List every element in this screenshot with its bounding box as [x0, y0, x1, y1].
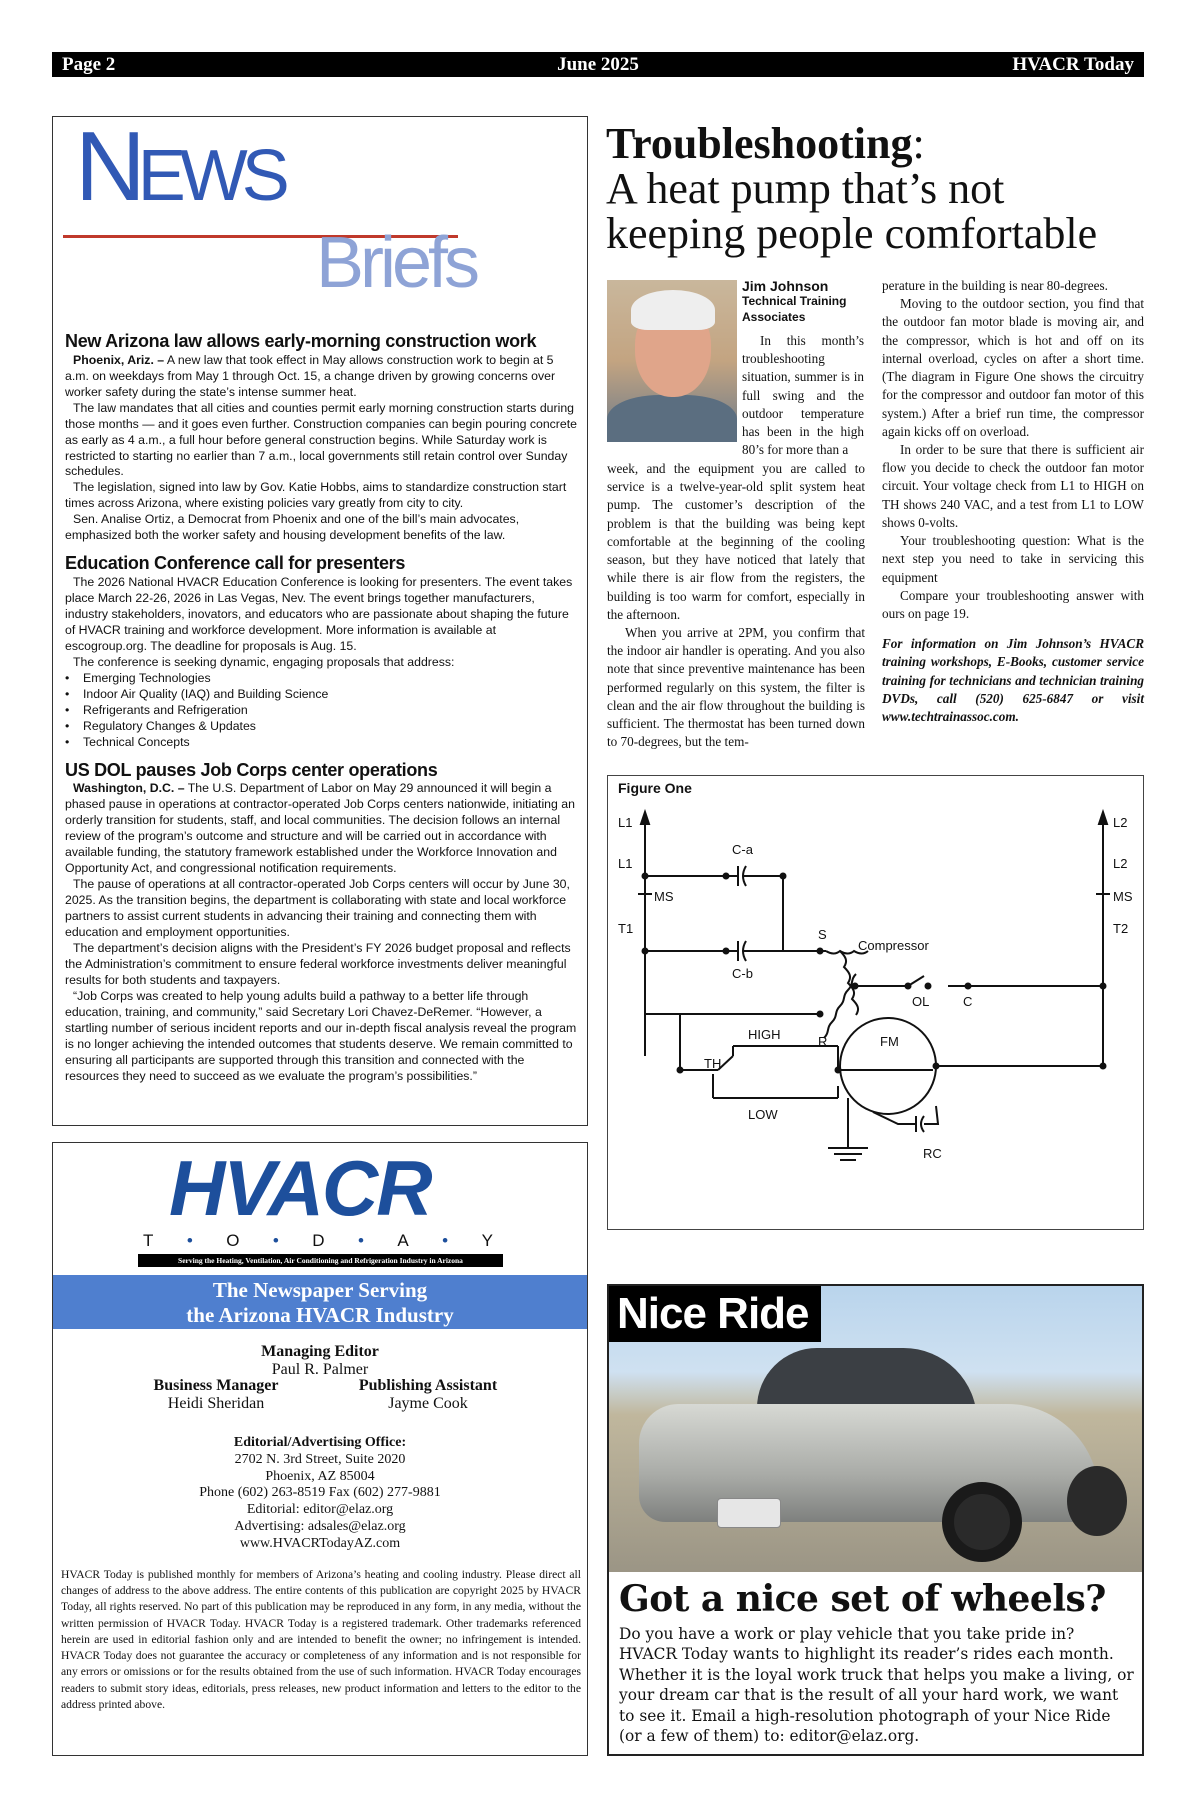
article-column [607, 460, 865, 752]
figure-one [607, 775, 1144, 1230]
article-paragraph: When you arrive at 2PM, you confirm that the indoor air handler is operating. And you also note that since preventive maintenance has been performed regularly on this system, the filter is clean and the air flow throughout the building is sufficient. The thermostat has been turned down to 70-degrees, but the tem- [607, 624, 865, 750]
article-paragraph: Sen. Analise Ortiz, a Democrat from Phoenix and one of the bill’s main advocates, emphasized both the worker safety and housing development benefits of the law. [65, 512, 520, 543]
publication-name: HVACR Today [1012, 53, 1134, 75]
article-paragraph: The pause of operations at all contractor-operated Job Corps centers will occur by June 30, 2025. As the transition begins, the department is collaborating with state and local workforce partners to assist current students in advancing their training and connecting them with education and employment opportunities. [65, 877, 570, 940]
label-l1: L1 [618, 856, 633, 871]
list-item: • Technical Concepts [65, 735, 577, 751]
article-subtitle-line: keeping people comfortable [606, 209, 1098, 259]
label-ca: C-a [732, 842, 753, 857]
label-th: TH [704, 1056, 722, 1071]
author-contact-info: For information on Jim Johnson’s HVACR training workshops, E-Books, customer service training for technicians and technician training DVDs, call (520) 625-6847 or visit www.techtrainassoc.com. [882, 636, 1144, 725]
list-item: • Emerging Technologies [65, 671, 577, 687]
briefs-logo-word: Briefs [316, 223, 477, 303]
today-wordmark: T • O • D • A • Y [143, 1231, 493, 1250]
article-paragraph: The law mandates that all cities and counties permit early morning construction starts during those months — and it goes even further. Construction companies can begin pouring concrete as early as 4 a.m., a full hour before general construction begins. While Saturday work is restricted to starting no earlier than 7 a.m., local governments still retain control over Sunday schedules. [65, 400, 577, 479]
label-l2-top: L2 [1113, 815, 1128, 830]
article-headline: Education Conference call for presenters [65, 553, 406, 574]
label-l1-top: L1 [618, 815, 633, 830]
nice-ride-title: Nice Ride [609, 1286, 821, 1342]
label-ol: OL [912, 994, 930, 1009]
article-paragraph: In this month’s troubleshooting situation, summer is in full swing and the outdoor temperature has been in the high 80’s for more than a [742, 333, 864, 458]
author-name: Jim Johnson [742, 278, 829, 294]
label-fm: FM [880, 1034, 899, 1049]
article-paragraph: Compare your troubleshooting answer with ours on page 19. [882, 587, 1144, 621]
nice-ride-text: Do you have a work or play vehicle that you take pride in? HVACR Today wants to highlight its reader’s rides each month. Whether it is the loyal work truck that helps you make a living, or your dream car that is the result of all your hard work, we want to see it. Email a high-resolution photograph of your Nice Ride (or a few of them) to: editor@elaz.org. [619, 1625, 1134, 1746]
article-paragraph: “Job Corps was created to help young adults build a pathway to a better life through education, training, and community,” said Secretary Lori Chavez-DeRemer. “However, a startling number of serious incident reports and our in-depth fiscal analysis reveal the program is no longer achieving the intended outcomes that students deserve. We remain committed to ensuring all participants are supported through this transition and connected with the resources they need to succeed as we evaluate the program’s possibilities.” [65, 989, 577, 1084]
label-ms-right: MS [1113, 889, 1133, 904]
publishing-assistant: Publishing Assistant Jayme Cook [358, 1377, 498, 1412]
article-column [882, 277, 1144, 726]
article-headline: US DOL pauses Job Corps center operations [65, 759, 438, 780]
list-item: • Refrigerants and Refrigeration [65, 703, 577, 719]
topic-list [65, 671, 577, 751]
label-l2: L2 [1113, 856, 1128, 871]
article-paragraph: Phoenix, Ariz. – A new law that took effect in May allows construction work to begin at 5 a.m. on weekdays from May 1 through Oct. 15, a change driven by growing concerns over worker safety during the state’s intense summer heat. [65, 352, 556, 399]
news-briefs-articles [65, 331, 577, 1085]
news-logo-word: NEWS [75, 116, 284, 221]
masthead-banner: The Newspaper Serving the Arizona HVACR Industry [53, 1275, 587, 1329]
label-r: R [818, 1034, 828, 1049]
label-high: HIGH [748, 1027, 781, 1042]
article-paragraph: Washington, D.C. – The U.S. Department of Labor on May 29 announced it will begin a phased pause in operations at contractor-operated Job Corps centers nationwide, initiating an orderly transition for students, staff, and local communities. The decision follows an internal review of the program’s outcome and structure and will be carried out in accordance with available funding, the statutory framework established under the Workforce Innovation and Opportunity Act, and congressional notification requirements. [65, 781, 575, 876]
page-header-bar [52, 52, 1144, 77]
wiring-diagram [608, 776, 1145, 1231]
article-paragraph: The conference is seeking dynamic, engaging proposals that address: [73, 654, 455, 669]
label-ms-left: MS [654, 889, 674, 904]
page-number: Page 2 [62, 53, 116, 75]
nice-ride-headline: Got a nice set of wheels? [619, 1578, 1106, 1620]
label-compressor: Compressor [858, 938, 929, 953]
author-byline [742, 278, 877, 325]
article-headline: New Arizona law allows early-morning construction work [65, 331, 537, 351]
article-paragraph: The department’s decision aligns with the President’s FY 2026 budget proposal and reflects the Administration’s commitment to ensure federal workforce investments deliver meaningful results for both students and taxpayers. [65, 941, 571, 988]
label-low: LOW [748, 1107, 778, 1122]
masthead-tagline: Serving the Heating, Ventilation, Air Conditioning and Refrigeration Industry in Arizona [138, 1254, 503, 1267]
article-paragraph: week, and the equipment you are called to service is a twelve-year-old split system heat pump. The customer’s description of the problem is that the building was being kept comfortable at the beginning of the cooling season, but they have noticed that lately that while there is air flow from the registers, the building is too warm for comfort, especially in the afternoon. [607, 461, 865, 622]
label-cb: C-b [732, 966, 753, 981]
article-paragraph: The 2026 National HVACR Education Conference is looking for presenters. The event takes place March 22-26, 2026 in Las Vegas, Nev. The event brings together manufacturers, industry stakeholders, inovators, and educators who are passionate about shaping the future of HVACR training and workforce development. More information is available at escogroup.org. The deadline for proposals is Aug. 15. [65, 575, 573, 653]
author-photo [607, 280, 737, 442]
label-t1: T1 [618, 921, 634, 936]
label-c: C [963, 994, 973, 1009]
author-organization: Technical Training Associates [742, 294, 847, 324]
label-s: S [818, 927, 827, 942]
article-paragraph: The legislation, signed into law by Gov. Katie Hobbs, aims to standardize construction start times across Arizona, where existing policies vary greatly from city to city. [65, 480, 567, 511]
figure-title: Figure One [618, 780, 692, 796]
article-paragraph: perature in the building is near 80-degrees. [882, 278, 1108, 293]
article-subtitle-line: A heat pump that’s not [606, 164, 1005, 213]
article-column [742, 332, 864, 460]
business-manager: Business Manager Heidi Sheridan [153, 1377, 279, 1412]
legal-notice: HVACR Today is published monthly for members of Arizona’s heating and cooling industry. Please direct all changes of address to the above address. The entire contents of this publication are copyright 2025 by HVACR Today, all rights reserved. No part of this publication may be reproduced in any form, in any media, without the written permission of HVACR Today. HVACR Today is a registered trademark. Other trademarks referenced herein are used in editorial fashion only and are intended to benefit the owner; no infringement is intended. HVACR Today does not guarantee the accuracy or completeness of any information and is not responsible for any errors or omissions or for the results obtained from the use of such information. HVACR Today encourages readers to submit story ideas, editorials, press releases, new product information and letters to the editor to the address printed above. [61, 1568, 581, 1711]
issue-date: June 2025 [557, 53, 639, 75]
article-paragraph: Moving to the outdoor section, you find that the outdoor fan motor blade is moving air, and the compressor, which is hot and off on its internal overload, cycles on after a short time. (The diagram in Figure One shows the circuitry for the compressor and outdoor fan motor of this system.) After a brief run time, the compressor again kicks off on overload. [882, 296, 1144, 439]
article-paragraph: In order to be sure that there is sufficient air flow you decide to check the outdoor fan motor circuit. Your voltage check from L1 to HIGH on TH shows 240 VAC, and a test from L1 to LOW shows 0-volts. [882, 441, 1144, 530]
car-photo [609, 1286, 1142, 1572]
article-title: Troubleshooting: [606, 119, 925, 168]
label-rc: RC [923, 1146, 942, 1161]
label-t2: T2 [1113, 921, 1129, 936]
article-paragraph: Your troubleshooting question: What is the next step you need to take in servicing this equipment [882, 533, 1144, 585]
list-item: • Regulatory Changes & Updates [65, 719, 577, 735]
troubleshooting-title [606, 119, 1146, 259]
nice-ride-feature [607, 1284, 1144, 1756]
news-briefs-logo [53, 117, 587, 317]
list-item: • Indoor Air Quality (IAQ) and Building Science [65, 687, 577, 703]
news-briefs-section [52, 116, 588, 1126]
office-info: Editorial/Advertising Office: 2702 N. 3rd Street, Suite 2020 Phoenix, AZ 85004 Phone (602) 263-8519 Fax (602) 277-9881 Editorial: editor@elaz.org Advertising: adsales@elaz.org www.HVACRTodayAZ.com [199, 1435, 441, 1551]
hvacr-logo: HVACR [169, 1144, 431, 1232]
masthead-box [52, 1142, 588, 1756]
managing-editor: Managing Editor Paul R. Palmer [261, 1343, 379, 1378]
